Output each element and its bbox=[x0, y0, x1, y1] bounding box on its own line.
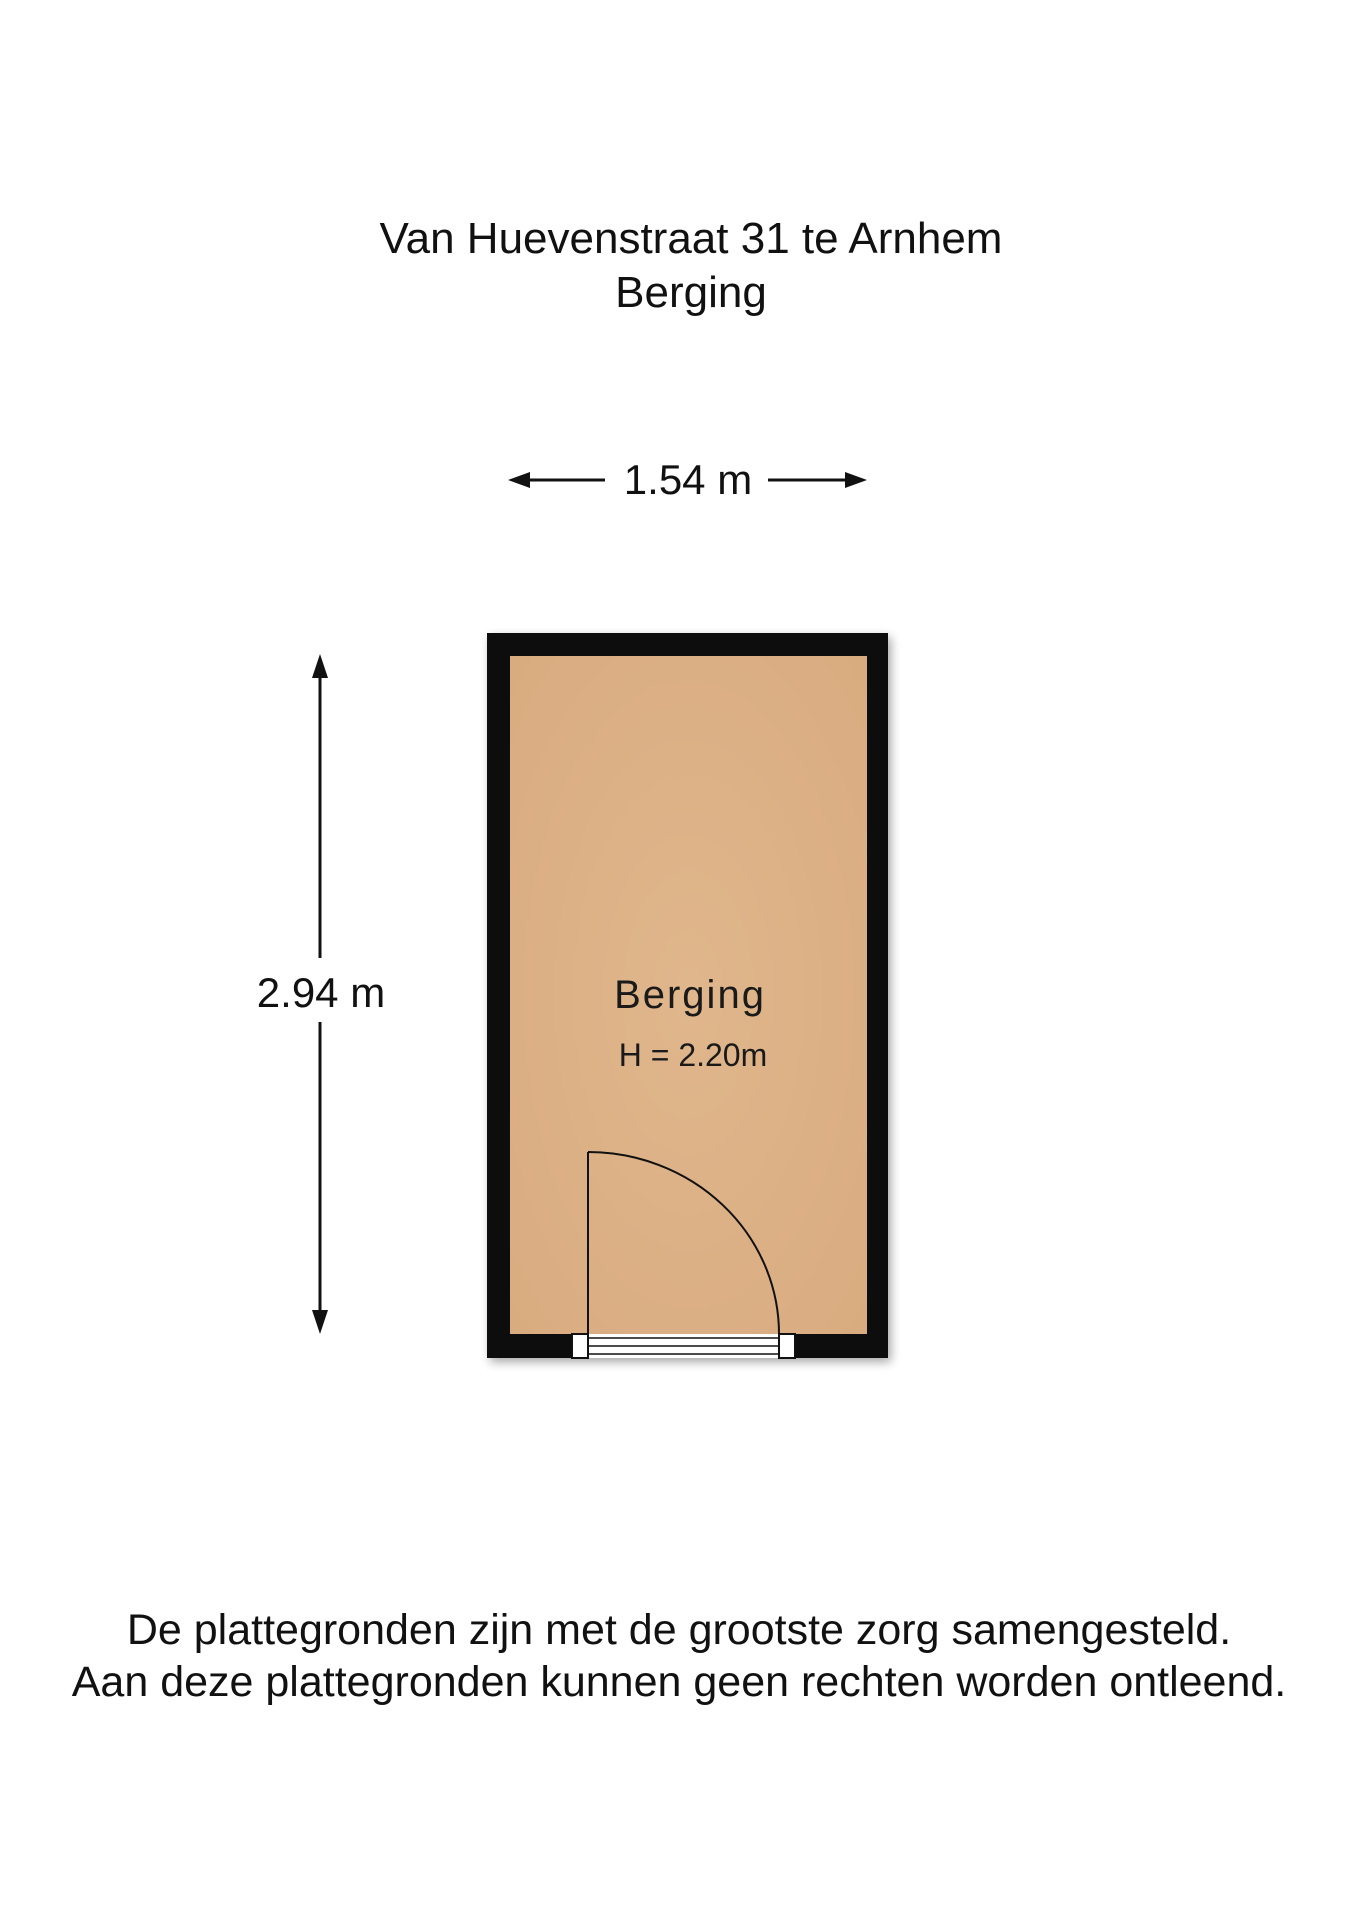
arrow-left-icon bbox=[508, 472, 530, 488]
door-frame-right bbox=[779, 1334, 795, 1358]
depth-dimension bbox=[257, 654, 385, 1334]
arrow-right-icon bbox=[845, 472, 867, 488]
door-frame-left bbox=[572, 1334, 588, 1358]
arrow-up-icon bbox=[312, 654, 328, 678]
disclaimer-line-2: Aan deze plattegronden kunnen geen rechten worden ontleend. bbox=[71, 1658, 1287, 1706]
width-dimension-label: 1.54 m bbox=[623, 456, 753, 503]
depth-dimension-label: 2.94 m bbox=[256, 969, 386, 1016]
room-height-label: H = 2.20m bbox=[618, 1037, 768, 1073]
arrow-down-icon bbox=[312, 1310, 328, 1334]
plan-address-title: Van Huevenstraat 31 te Arnhem bbox=[379, 214, 1003, 263]
room-name-label: Berging bbox=[614, 973, 766, 1017]
plan-floor-title: Berging bbox=[615, 268, 767, 317]
width-dimension bbox=[508, 456, 867, 503]
disclaimer-line-1: De plattegronden zijn met de grootste zorg samengesteld. bbox=[126, 1606, 1232, 1654]
